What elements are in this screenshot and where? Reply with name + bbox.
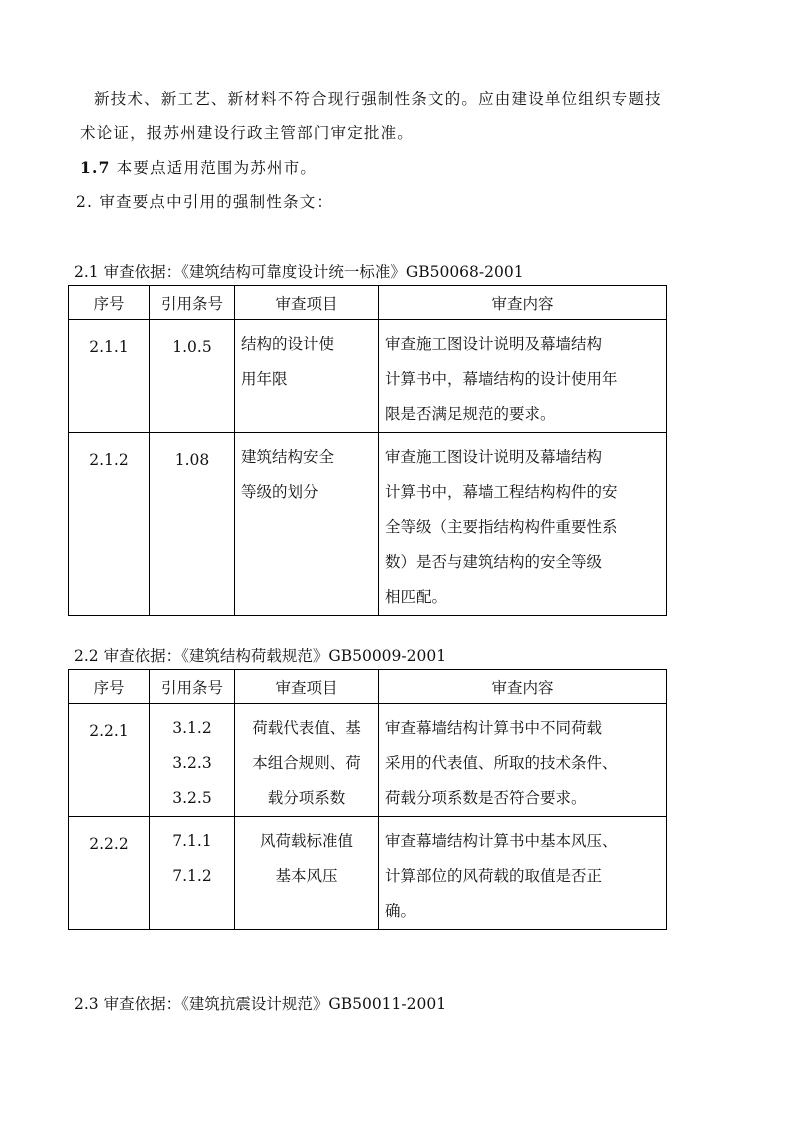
table-row bbox=[69, 433, 667, 616]
header-seq: 序号 bbox=[69, 286, 150, 320]
row-content-line: 审查幕墙结构计算书中基本风压、 bbox=[385, 832, 618, 850]
row-item-line: 载分项系数 bbox=[267, 789, 346, 807]
row-item-line: 结构的设计使 bbox=[241, 335, 335, 353]
table-row bbox=[69, 704, 667, 817]
row-clause-line: 7.1.1 bbox=[172, 832, 212, 850]
row-clause bbox=[150, 817, 235, 930]
header-content: 审查内容 bbox=[379, 286, 667, 320]
header-item: 审查项目 bbox=[235, 670, 379, 704]
row-clause-line: 3.2.5 bbox=[172, 789, 212, 807]
row-item bbox=[235, 433, 379, 616]
table-row bbox=[69, 817, 667, 930]
table-2-1 bbox=[68, 285, 667, 616]
row-content-line: 相匹配。 bbox=[385, 588, 448, 606]
row-item-line: 本组合规则、荷 bbox=[252, 754, 361, 772]
row-content-line: 计算书中，幕墙工程结构构件的安 bbox=[385, 483, 618, 501]
section-2-1-caption: 2.1 审查依据：《建筑结构可靠度设计统一标准》GB50068-2001 bbox=[74, 263, 524, 281]
row-seq: 2.1.1 bbox=[69, 320, 150, 433]
row-item-line: 基本风压 bbox=[275, 867, 338, 885]
row-content-line: 采用的代表值、所取的技术条件、 bbox=[385, 754, 618, 772]
header-content: 审查内容 bbox=[379, 670, 667, 704]
row-clause-line: 3.1.2 bbox=[172, 719, 212, 737]
row-clause-line: 7.1.2 bbox=[172, 867, 212, 885]
row-clause bbox=[150, 704, 235, 817]
row-item bbox=[235, 704, 379, 817]
header-clause: 引用条号 bbox=[150, 286, 235, 320]
row-clause: 1.08 bbox=[150, 433, 235, 616]
section-2-heading: 2. 审查要点中引用的强制性条文： bbox=[76, 193, 334, 211]
row-seq: 2.2.1 bbox=[69, 704, 150, 817]
row-clause-line: 3.2.3 bbox=[172, 754, 212, 772]
table-header-row bbox=[69, 670, 667, 704]
row-content-line: 审查施工图设计说明及幕墙结构 bbox=[385, 335, 603, 353]
section-2-2-caption: 2.2 审查依据：《建筑结构荷载规范》GB50009-2001 bbox=[74, 647, 447, 665]
row-content-line: 数）是否与建筑结构的安全等级 bbox=[385, 553, 603, 571]
row-clause: 1.0.5 bbox=[150, 320, 235, 433]
row-content-line: 限是否满足规范的要求。 bbox=[385, 405, 556, 423]
row-seq: 2.1.2 bbox=[69, 433, 150, 616]
table-header-row bbox=[69, 286, 667, 320]
row-item-line: 建筑结构安全 bbox=[241, 448, 335, 466]
header-item: 审查项目 bbox=[235, 286, 379, 320]
intro-line-2: 术论证，报苏州建设行政主管部门审定批准。 bbox=[80, 124, 415, 142]
header-clause: 引用条号 bbox=[150, 670, 235, 704]
row-content-line: 计算书中，幕墙结构的设计使用年 bbox=[385, 370, 618, 388]
header-seq: 序号 bbox=[69, 670, 150, 704]
row-seq: 2.2.2 bbox=[69, 817, 150, 930]
row-content-line: 计算部位的风荷载的取值是否正 bbox=[385, 867, 603, 885]
row-item-line: 风荷载标准值 bbox=[259, 832, 353, 850]
row-content-line: 审查施工图设计说明及幕墙结构 bbox=[385, 448, 603, 466]
row-content bbox=[379, 320, 667, 433]
row-content-line: 确。 bbox=[385, 902, 417, 920]
row-item-line: 荷载代表值、基 bbox=[252, 719, 361, 737]
row-content-line: 审查幕墙结构计算书中不同荷载 bbox=[385, 719, 603, 737]
clause-1-7-number: 1.7 bbox=[80, 158, 111, 177]
row-content bbox=[379, 433, 667, 616]
row-content bbox=[379, 704, 667, 817]
intro-line-1: 新技术、新工艺、新材料不符合现行强制性条文的。应由建设单位组织专题技 bbox=[94, 90, 662, 108]
row-content-line: 荷载分项系数是否符合要求。 bbox=[385, 789, 587, 807]
row-content-line: 全等级（主要指结构构件重要性系 bbox=[385, 518, 618, 536]
clause-1-7-text: 本要点适用范围为苏州市。 bbox=[110, 159, 318, 177]
row-item-line: 等级的划分 bbox=[241, 483, 319, 501]
row-item bbox=[235, 320, 379, 433]
table-2-2 bbox=[68, 669, 667, 930]
clause-1-7 bbox=[80, 158, 317, 178]
section-2-3-caption: 2.3 审查依据：《建筑抗震设计规范》GB50011-2001 bbox=[74, 995, 447, 1013]
row-item-line: 用年限 bbox=[241, 370, 288, 388]
row-content bbox=[379, 817, 667, 930]
table-row bbox=[69, 320, 667, 433]
row-item bbox=[235, 817, 379, 930]
